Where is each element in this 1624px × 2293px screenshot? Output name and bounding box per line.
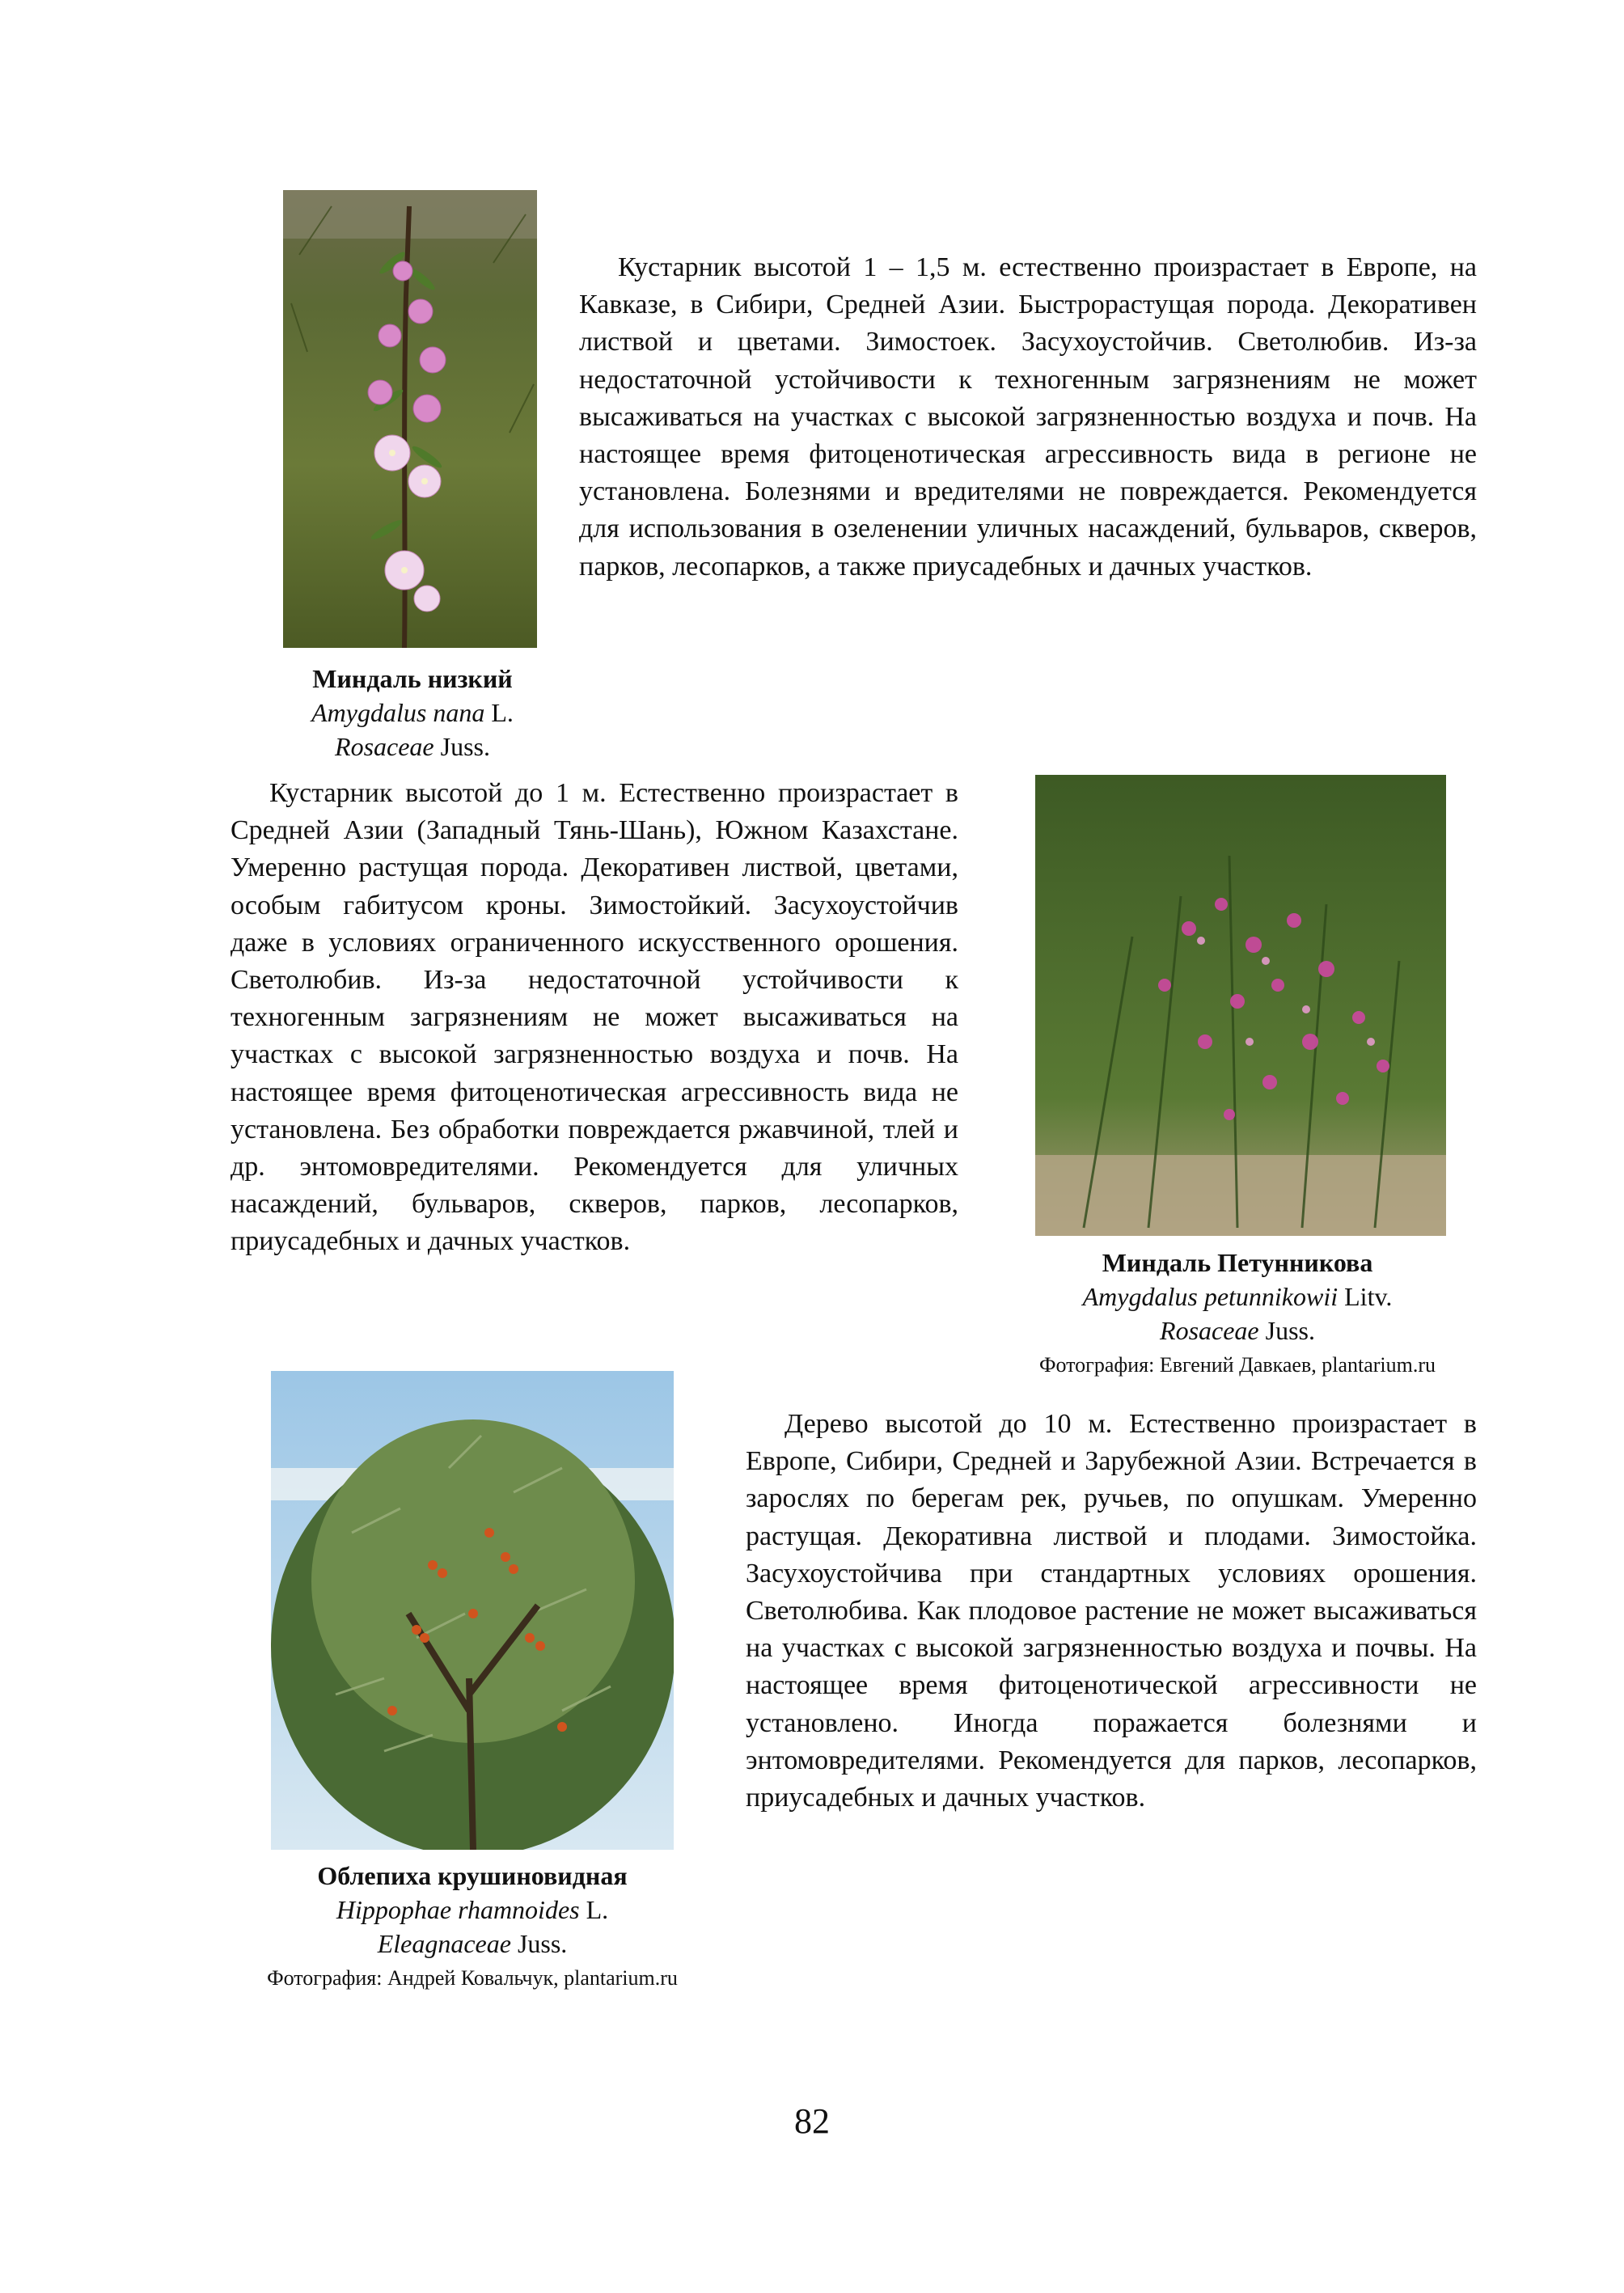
family-name: Rosaceae Juss. <box>335 732 490 761</box>
photo-credit: Фотография: Евгений Давкаев, plantarium.ru <box>1038 1353 1436 1377</box>
description-paragraph: Кустарник высотой до 1 м. Естественно произрастает в Средней Азии (Западный Тянь-Шань), Южном Казахстане. Умеренно растущая порода. Декоративен листвой, цветами, особым габитусом кроны. Зимостойкий. Засухоустойчив даже в условиях ограниченного искусственного орошения. Светолюбив. Из-за недостаточной устойчивости к техногенным загрязнениям не может высаживаться на участках с высокой загрязненностью воздуха и почв. На настоящее время фитоценотическая агрессивность вида не установлена. Без обработки повреждается ржавчиной, тлей и др. энтомовредителями. Рекомендуется для уличных насаждений, бульваров, скверов, парков, лесопарков, приусадебных и дачных участков. <box>230 778 958 1257</box>
petunnikov-almond-shrub-image <box>1035 775 1446 1236</box>
caption-amygdalus-nana <box>275 662 550 764</box>
latin-name: Amygdalus petunnikowii Litv. <box>1082 1282 1393 1311</box>
photo-amygdalus-nana <box>283 190 537 648</box>
photo-hippophae-rhamnoides <box>271 1371 674 1850</box>
flowering-almond-branch-image <box>283 190 537 648</box>
page-number: 82 <box>794 2101 830 2141</box>
latin-name: Amygdalus nana L. <box>311 698 514 727</box>
common-name: Облепиха крушиновидная <box>317 1861 628 1890</box>
caption-hippophae-rhamnoides <box>230 1859 715 1993</box>
caption-amygdalus-petunnikowii <box>954 1246 1520 1380</box>
family-name: Rosaceae Juss. <box>1160 1316 1315 1345</box>
photo-amygdalus-petunnikowii <box>1035 775 1446 1236</box>
sea-buckthorn-tree-image <box>271 1371 674 1850</box>
description-hippophae-rhamnoides <box>746 1406 1477 1817</box>
latin-name: Hippophae rhamnoides L. <box>336 1895 609 1924</box>
description-paragraph: Кустарник высотой 1 – 1,5 м. естественно произрастает в Европе, на Кавказе, в Сибири, Средней Азии. Быстрорастущая порода. Декоративен листвой и цветами. Зимостоек. Засухоустойчив. Светолюбив. Из-за недостаточной устойчивости к техногенным загрязнениям не может высаживаться на участках с высокой загрязненностью воздуха и почв. На настоящее время фитоценотическая агрессивность вида в регионе не установлена. Болезнями и вредителями не повреждается. Рекомендуется для использования в озеленении уличных насаждений, бульваров, скверов, парков, лесопарков, а также приусадебных и дачных участков. <box>579 252 1477 582</box>
description-amygdalus-nana <box>579 249 1477 586</box>
description-amygdalus-petunnikowii <box>230 775 958 1261</box>
family-name: Eleagnaceae Juss. <box>377 1929 568 1958</box>
description-paragraph: Дерево высотой до 10 м. Естественно произрастает в Европе, Сибири, Средней и Зарубежной Азии. Встречается в зарослях по берегам рек, ручьев, по опушкам. Умеренно растущая. Декоративна листвой и плодами. Зимостойка. Засухоустойчива при стандартных условиях орошения. Светолюбива. Как плодовое растение не может высаживаться на участках с высокой загрязненностью воздуха и почвы. На настоящее время фитоценотической агрессивности не установлено. Иногда поражается болезнями и энтомовредителями. Рекомендуется для парков, лесопарков, приусадебных и дачных участков. <box>746 1409 1477 1813</box>
common-name: Миндаль Петунникова <box>1102 1248 1373 1277</box>
photo-credit: Фотография: Андрей Ковальчук, plantarium.ru <box>267 1966 678 1990</box>
common-name: Миндаль низкий <box>312 664 513 693</box>
